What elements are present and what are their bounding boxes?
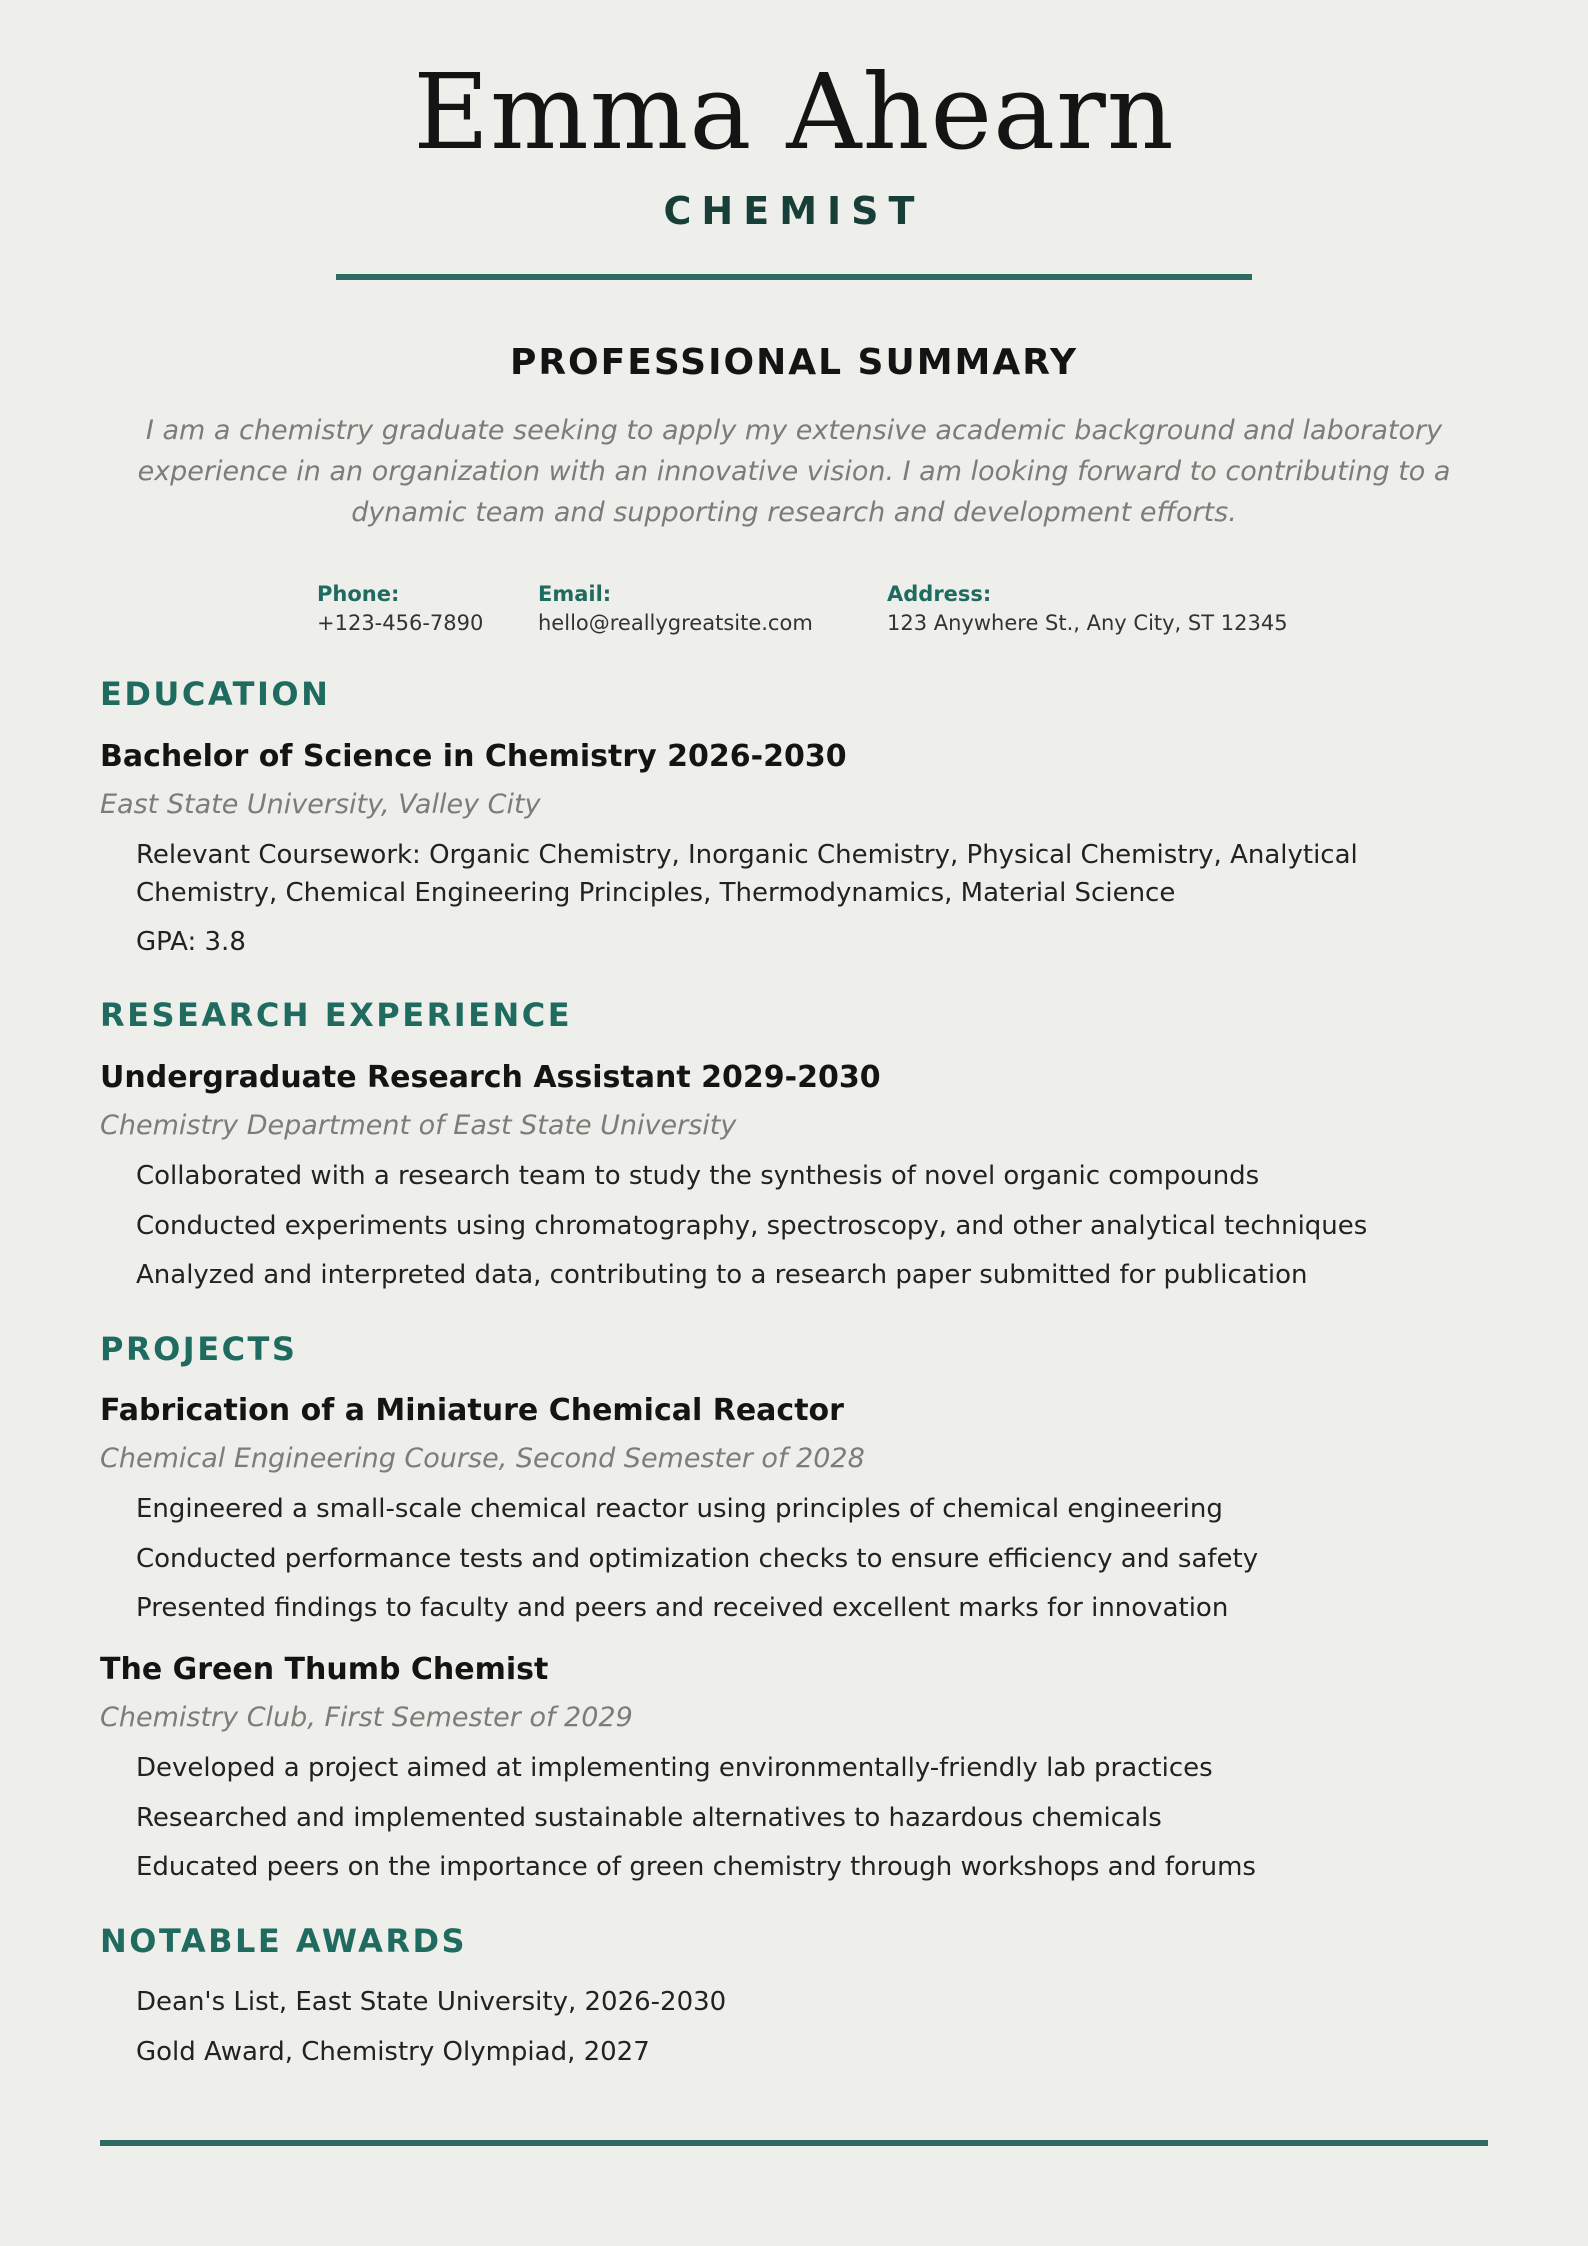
address-label: Address:	[887, 582, 992, 606]
footer-divider	[100, 2140, 1488, 2146]
project-context: Chemistry Club, First Semester of 2029	[100, 1702, 633, 1733]
education-heading: EDUCATION	[100, 675, 331, 713]
research-organization: Chemistry Department of East State University	[100, 1110, 737, 1141]
summary-text: I am a chemistry graduate seeking to apply my extensive academic background and laboratory experience in an organization with an innovative vision. I am looking forward to contributing to a dynamic team and supporting research and development efforts.	[137, 415, 1451, 528]
contact-phone	[317, 580, 483, 638]
education-school: East State University, Valley City	[100, 789, 541, 820]
award-item: Dean's List, East State University, 2026-2030	[136, 1987, 727, 2017]
candidate-name: Emma Ahearn	[413, 51, 1175, 173]
project-item: Educated peers on the importance of green chemistry through workshops and forums	[136, 1852, 1256, 1882]
project-context: Chemical Engineering Course, Second Semester of 2028	[100, 1443, 865, 1474]
project-item: Researched and implemented sustainable alternatives to hazardous chemicals	[136, 1803, 1162, 1833]
project-name: Fabrication of a Miniature Chemical Reactor	[100, 1393, 844, 1428]
award-item: Gold Award, Chemistry Olympiad, 2027	[136, 2037, 650, 2067]
contact-email	[538, 580, 813, 638]
email-label: Email:	[538, 582, 612, 606]
phone-value: +123-456-7890	[317, 611, 484, 635]
project-item: Presented findings to faculty and peers and received excellent marks for innovation	[136, 1593, 1229, 1623]
project-item: Developed a project aimed at implementing environmentally-friendly lab practices	[136, 1753, 1213, 1783]
email-value: hello@reallygreatsite.com	[538, 611, 813, 635]
education-item: GPA: 3.8	[136, 927, 246, 957]
summary-heading: PROFESSIONAL SUMMARY	[509, 342, 1079, 383]
research-heading: RESEARCH EXPERIENCE	[100, 996, 573, 1034]
education-item: Relevant Coursework: Organic Chemistry, Inorganic Chemistry, Physical Chemistry, Analytical Chemistry, Chemical Engineering Principles, Thermodynamics, Material Science	[136, 840, 1358, 908]
research-item: Collaborated with a research team to study the synthesis of novel organic compounds	[136, 1161, 1260, 1191]
awards-heading: NOTABLE AWARDS	[100, 1922, 468, 1960]
contact-address	[887, 580, 1288, 638]
research-item: Conducted experiments using chromatography, spectroscopy, and other analytical techniques	[136, 1211, 1368, 1241]
project-name: The Green Thumb Chemist	[100, 1652, 549, 1687]
projects-heading: PROJECTS	[100, 1330, 298, 1368]
project-item: Conducted performance tests and optimization checks to ensure efficiency and safety	[136, 1544, 1259, 1574]
address-value: 123 Anywhere St., Any City, ST 12345	[887, 611, 1288, 635]
research-item: Analyzed and interpreted data, contributing to a research paper submitted for publication	[136, 1260, 1308, 1290]
project-item: Engineered a small-scale chemical reactor using principles of chemical engineering	[136, 1494, 1223, 1524]
education-degree: Bachelor of Science in Chemistry 2026-2030	[100, 739, 847, 774]
phone-label: Phone:	[317, 582, 400, 606]
candidate-role: CHEMIST	[663, 189, 925, 233]
header-divider	[336, 274, 1252, 280]
research-position: Undergraduate Research Assistant 2029-2030	[100, 1060, 881, 1095]
